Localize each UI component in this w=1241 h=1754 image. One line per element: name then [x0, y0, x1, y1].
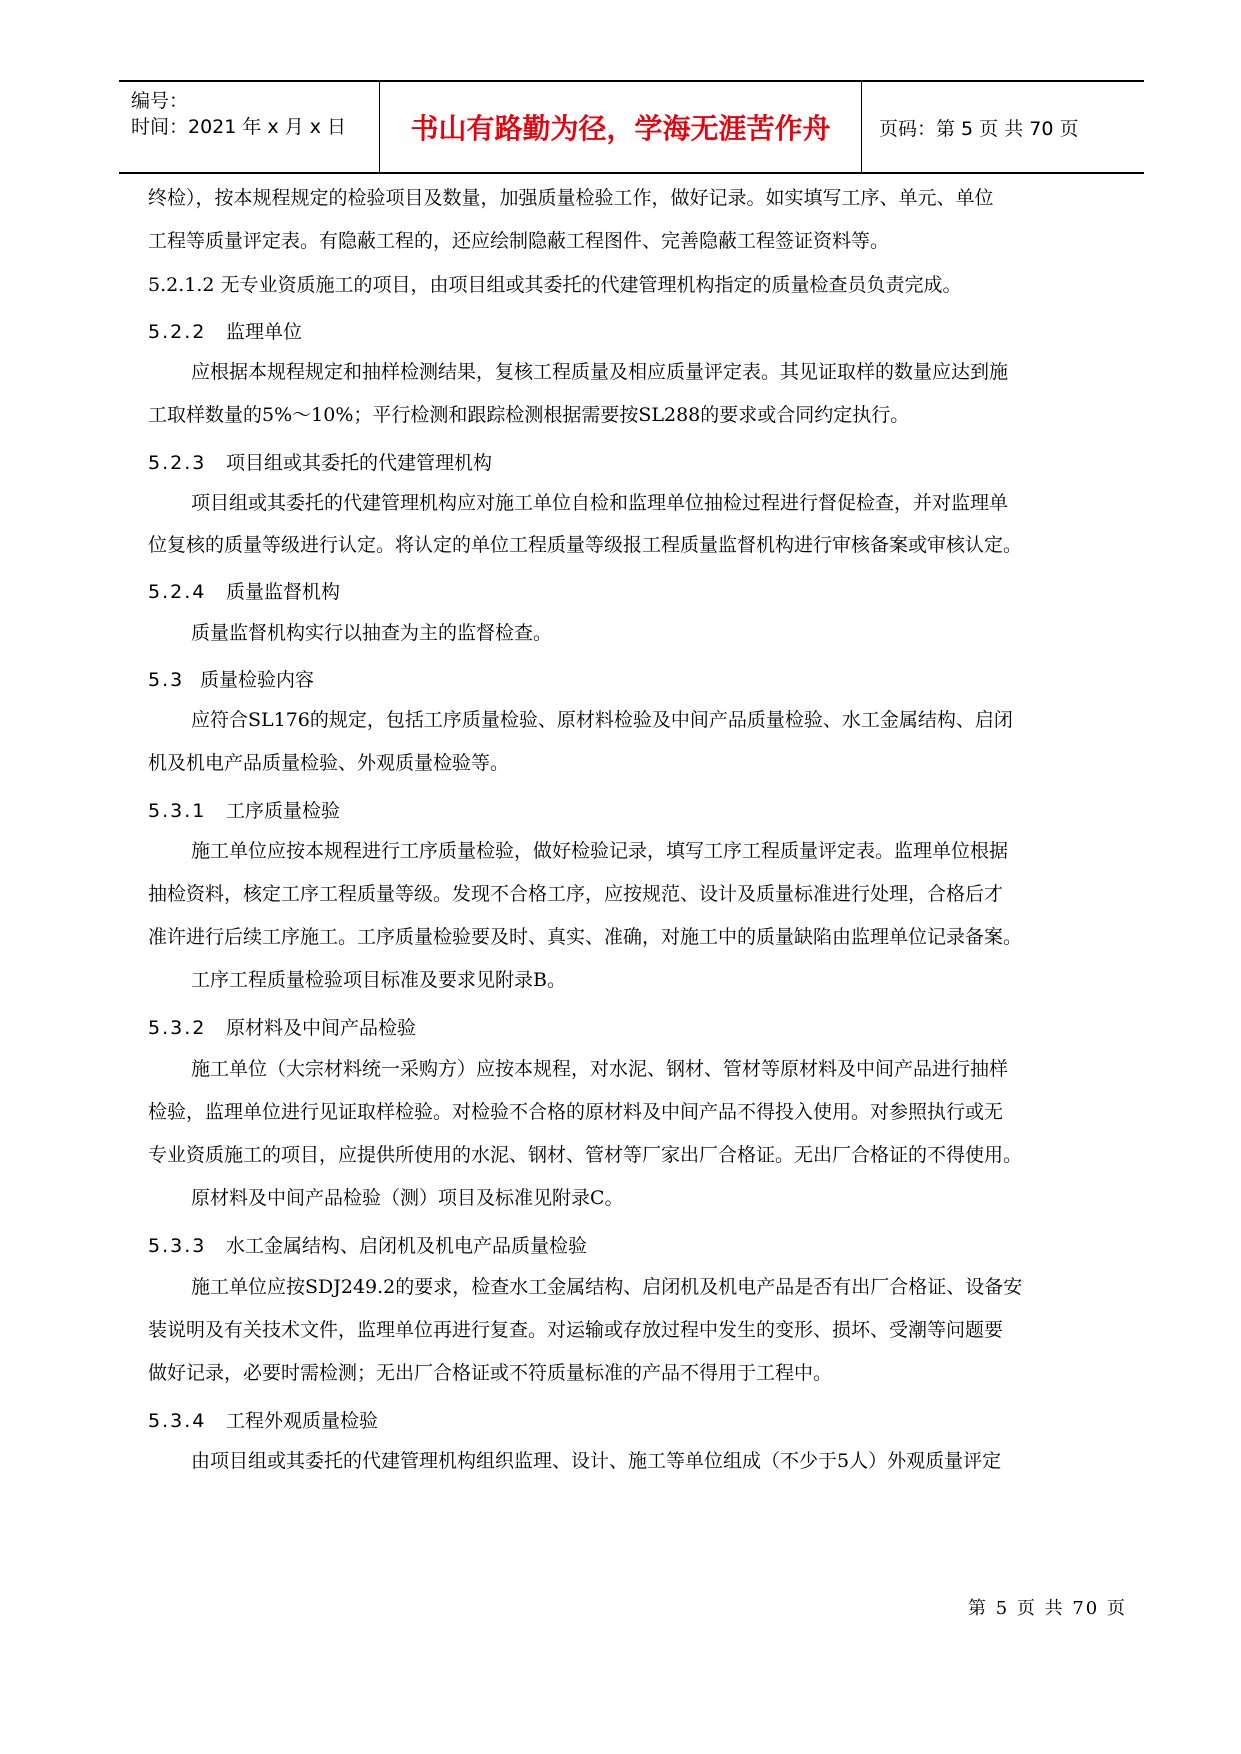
body-text-line: 专业资质施工的项目，应提供所使用的水泥、钢材、管材等厂家出厂合格证。无出厂合格证的不得使用。	[148, 1144, 1023, 1166]
section-heading-5-2-3	[148, 450, 492, 476]
section-heading-5-3-2	[148, 1015, 416, 1041]
body-text-line: 由项目组或其委托的代建管理机构组织监理、设计、施工等单位组成（不少于5人）外观质量评定	[191, 1450, 1002, 1472]
clause-5-2-1-2: 5.2.1.2 无专业资质施工的项目，由项目组或其委托的代建管理机构指定的质量检查员负责完成。	[148, 274, 962, 296]
section-heading-5-3-1	[148, 798, 340, 824]
body-text-line: 做好记录，必要时需检测；无出厂合格证或不符质量标准的产品不得用于工程中。	[148, 1362, 833, 1384]
section-title: 水工金属结构、启闭机及机电产品质量检验	[226, 1235, 588, 1257]
header-divider	[861, 82, 862, 172]
body-text-line: 施工单位（大宗材料统一采购方）应按本规程，对水泥、钢材、管材等原材料及中间产品进行抽样	[191, 1058, 1009, 1080]
section-number: 5.3	[148, 669, 185, 691]
section-number: 5.2.4	[148, 581, 207, 603]
body-text-line: 质量监督机构实行以抽查为主的监督检查。	[191, 622, 553, 644]
time-label: 时间：2021 年 x 月 x 日	[131, 116, 347, 138]
section-number: 5.2.3	[148, 452, 207, 474]
body-text-line: 检验，监理单位进行见证取样检验。对检验不合格的原材料及中间产品不得投入使用。对参照执行或无	[148, 1101, 1004, 1123]
section-number: 5.3.4	[148, 1410, 207, 1432]
body-text-line: 项目组或其委托的代建管理机构应对施工单位自检和监理单位抽检过程进行督促检查，并对监理单	[191, 492, 1009, 514]
section-heading-5-3	[148, 667, 314, 693]
section-heading-5-3-3	[148, 1233, 587, 1259]
body-text-line: 工取样数量的5%～10%；平行检测和跟踪检测根据需要按SL288的要求或合同约定执行。	[148, 404, 910, 426]
section-title: 项目组或其委托的代建管理机构	[226, 452, 493, 474]
section-number: 5.3.2	[148, 1017, 207, 1039]
header-meta	[131, 88, 346, 140]
body-text-line: 位复核的质量等级进行认定。将认定的单位工程质量等级报工程质量监督机构进行审核备案或审核认定。	[148, 534, 1023, 556]
section-title: 质量监督机构	[226, 581, 341, 603]
section-title: 工序质量检验	[226, 800, 341, 822]
section-number: 5.2.2	[148, 321, 207, 343]
body-text-line: 应根据本规程规定和抽样检测结果，复核工程质量及相应质量评定表。其见证取样的数量应达到施	[191, 361, 1009, 383]
body-text-line: 抽检资料，核定工序工程质量等级。发现不合格工序，应按规范、设计及质量标准进行处理，合格后才	[148, 883, 1004, 905]
header-page-info: 页码：第 5 页 共 70 页	[879, 117, 1079, 140]
body-text-line: 机及机电产品质量检验、外观质量检验等。	[148, 752, 510, 774]
header-motto: 书山有路勤为径，学海无涯苦作舟	[410, 112, 831, 145]
body-text-line: 应符合SL176的规定，包括工序质量检验、原材料检验及中间产品质量检验、水工金属结构、启闭	[191, 709, 1013, 731]
section-number: 5.3.1	[148, 800, 207, 822]
body-text-line: 工序工程质量检验项目标准及要求见附录B。	[191, 969, 566, 991]
body-text-line: 施工单位应按本规程进行工序质量检验，做好检验记录，填写工序工程质量评定表。监理单位根据	[191, 840, 1009, 862]
code-label: 编号：	[131, 90, 189, 112]
body-text-line: 装说明及有关技术文件，监理单位再进行复查。对运输或存放过程中发生的变形、损坏、受潮等问题要	[148, 1319, 1004, 1341]
section-heading-5-2-4	[148, 579, 340, 605]
body-text-line: 工程等质量评定表。有隐蔽工程的，还应绘制隐蔽工程图件、完善隐蔽工程签证资料等。	[148, 230, 890, 252]
section-title: 监理单位	[226, 321, 303, 343]
body-text-line: 原材料及中间产品检验（测）项目及标准见附录C。	[191, 1187, 624, 1209]
page-header	[119, 80, 1144, 174]
body-text-line: 终检），按本规程规定的检验项目及数量，加强质量检验工作，做好记录。如实填写工序、单元、单位	[148, 187, 994, 209]
section-title: 质量检验内容	[200, 669, 315, 691]
section-heading-5-3-4	[148, 1408, 378, 1434]
section-title: 原材料及中间产品检验	[226, 1017, 417, 1039]
body-text-line: 施工单位应按SDJ249.2的要求，检查水工金属结构、启闭机及机电产品是否有出厂合格证、设备安	[191, 1276, 1023, 1298]
section-heading-5-2-2	[148, 319, 302, 345]
section-title: 工程外观质量检验	[226, 1410, 379, 1432]
page-footer: 第 5 页 共 70 页	[968, 1598, 1127, 1619]
body-text-line: 准许进行后续工序施工。工序质量检验要及时、真实、准确，对施工中的质量缺陷由监理单位记录备案。	[148, 926, 1023, 948]
section-number: 5.3.3	[148, 1235, 207, 1257]
